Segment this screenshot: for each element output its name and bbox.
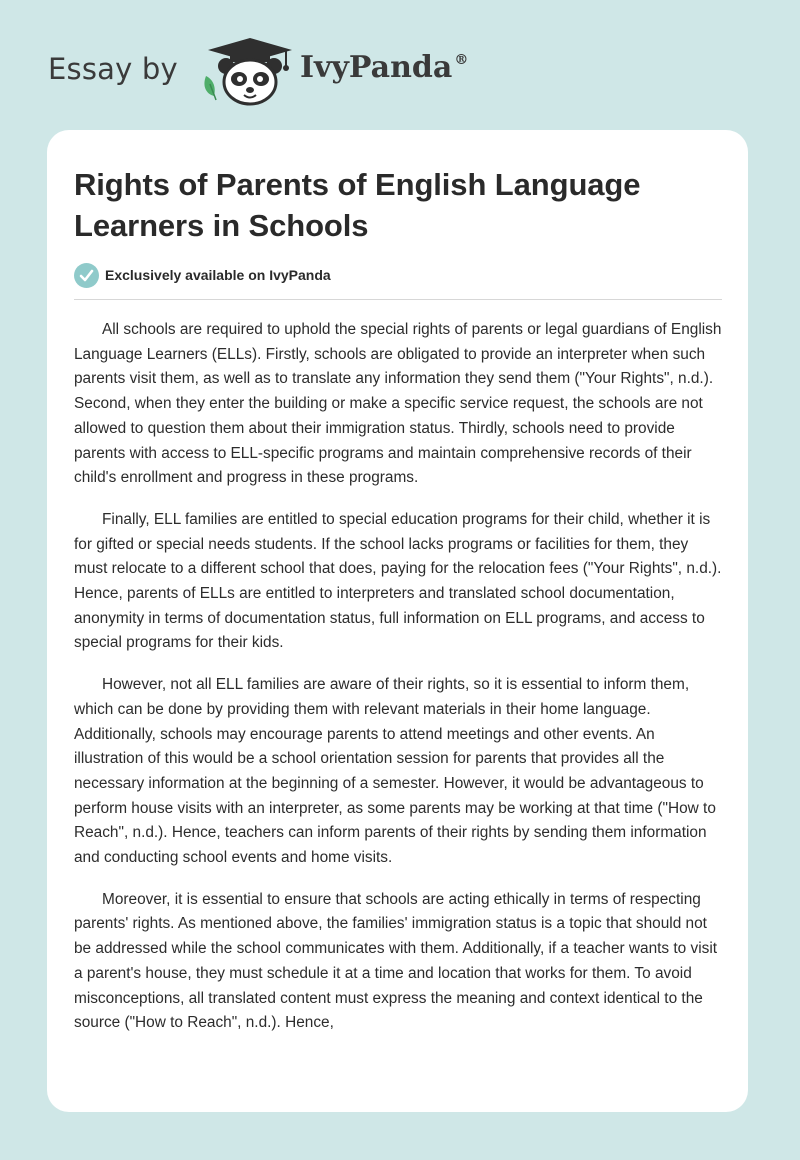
brand-name[interactable]: IvyPanda ®: [300, 50, 469, 85]
site-header: [48, 30, 748, 110]
essay-content: [74, 164, 722, 1053]
paragraph-4: Moreover, it is essential to ensure that schools are acting ethically in terms of respecting parents' rights. As mentioned above, the families' immigration status is a topic that should not be addressed while the school communicates with them. Additionally, if a teacher wants to visit a parent's house, they must schedule it at a time and location that works for them. To avoid misconceptions, all translated content must express the meaning and context identical to the source ("How to Reach", n.d.). Hence,: [74, 890, 718, 1032]
panda-graduate-icon[interactable]: [200, 36, 300, 108]
divider: [74, 299, 722, 300]
essay-body: [74, 318, 722, 1036]
paragraph-3: However, not all ELL families are aware of their rights, so it is essential to inform them, which can be done by providing them with relevant materials in their home language. Additionally, schools may encourage parents to attend meetings and other events. An illustration of this would be a school orientation session for parents that provides all the necessary information at the beginning of a semester. However, it would be advantageous to perform house visits with an interpreter, as some parents may be working at that time ("How to Reach", n.d.). Hence, teachers can inform parents of their rights by sending them information and conducting school events and home visits.: [74, 676, 716, 867]
essay-card: [47, 130, 748, 1112]
paragraph-1: All schools are required to uphold the special rights of parents or legal guardians of English Language Learners (ELLs). Firstly, schools are obligated to provide an interpreter when such parents visit them, as well as to translate any information they send them ("Your Rights", n.d.). Second, when they enter the building or make a specific service request, the schools are not allowed to question them about their immigration status. Thirdly, schools need to provide parents with access to ELL-specific programs and maintain comprehensive records of their child's enrollment and progress in these programs.: [74, 321, 722, 487]
essay-by-label: Essay by: [48, 52, 178, 86]
check-circle-icon: [74, 263, 99, 288]
registered-mark: ®: [454, 52, 469, 68]
exclusive-badge: [74, 261, 722, 289]
page-title: Rights of Parents of English Language Learners in Schools: [74, 167, 641, 243]
badge-label: Exclusively available on IvyPanda: [105, 267, 331, 283]
paragraph-2: Finally, ELL families are entitled to special education programs for their child, whether it is for gifted or special needs students. If the school lacks programs or facilities for them, they must relocate to a different school that does, paying for the relocation fees ("Your Rights", n.d.). Hence, parents of ELLs are entitled to interpreters and translated school documentation, anonymity in terms of documentation status, full information on ELL programs, and access to special programs for their kids.: [74, 510, 722, 652]
